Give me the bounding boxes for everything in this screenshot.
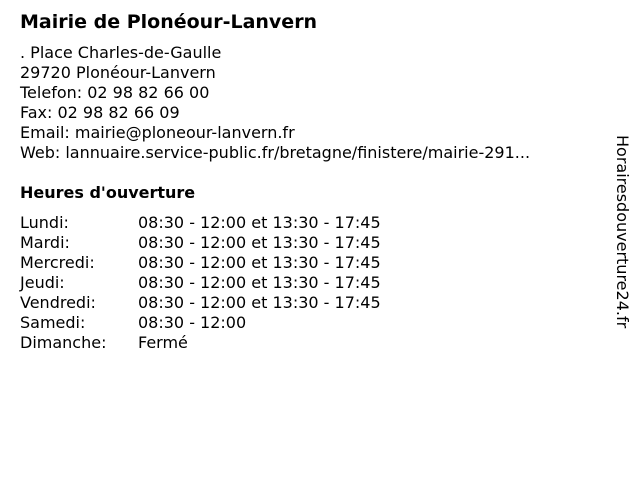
day-label: Dimanche: xyxy=(20,333,107,352)
time-value: 08:30 - 12:00 et 13:30 - 17:45 xyxy=(138,253,381,272)
time-value: 08:30 - 12:00 et 13:30 - 17:45 xyxy=(138,293,381,312)
hours-row-saturday xyxy=(20,313,440,333)
hours-row-thursday xyxy=(20,273,440,293)
day-label: Mardi: xyxy=(20,233,70,252)
day-label: Lundi: xyxy=(20,213,69,232)
address-line-1: . Place Charles-de-Gaulle xyxy=(20,43,222,62)
opening-hours-table xyxy=(20,213,440,353)
time-value: 08:30 - 12:00 et 13:30 - 17:45 xyxy=(138,273,381,292)
day-label: Vendredi: xyxy=(20,293,96,312)
day-label: Jeudi: xyxy=(20,273,65,292)
hours-row-friday xyxy=(20,293,440,313)
contact-block xyxy=(20,43,530,163)
day-label: Mercredi: xyxy=(20,253,95,272)
fax-number: Fax: 02 98 82 66 09 xyxy=(20,103,180,122)
page-title: Mairie de Plonéour-Lanvern xyxy=(20,11,318,33)
hours-row-monday xyxy=(20,213,440,233)
hours-heading: Heures d'ouverture xyxy=(20,183,196,202)
hours-row-wednesday xyxy=(20,253,440,273)
website-url: Web: lannuaire.service-public.fr/bretagne/finistere/mairie-291... xyxy=(20,143,531,162)
hours-row-tuesday xyxy=(20,233,440,253)
time-value: 08:30 - 12:00 xyxy=(138,313,247,332)
time-value: Fermé xyxy=(138,333,188,352)
time-value: 08:30 - 12:00 et 13:30 - 17:45 xyxy=(138,233,381,252)
email-address: Email: mairie@ploneour-lanvern.fr xyxy=(20,123,295,142)
day-label: Samedi: xyxy=(20,313,86,332)
phone-number: Telefon: 02 98 82 66 00 xyxy=(20,83,210,102)
site-watermark: Horairesdouverture24.fr xyxy=(613,135,632,329)
time-value: 08:30 - 12:00 et 13:30 - 17:45 xyxy=(138,213,381,232)
hours-row-sunday xyxy=(20,333,440,353)
address-line-2: 29720 Plonéour-Lanvern xyxy=(20,63,216,82)
